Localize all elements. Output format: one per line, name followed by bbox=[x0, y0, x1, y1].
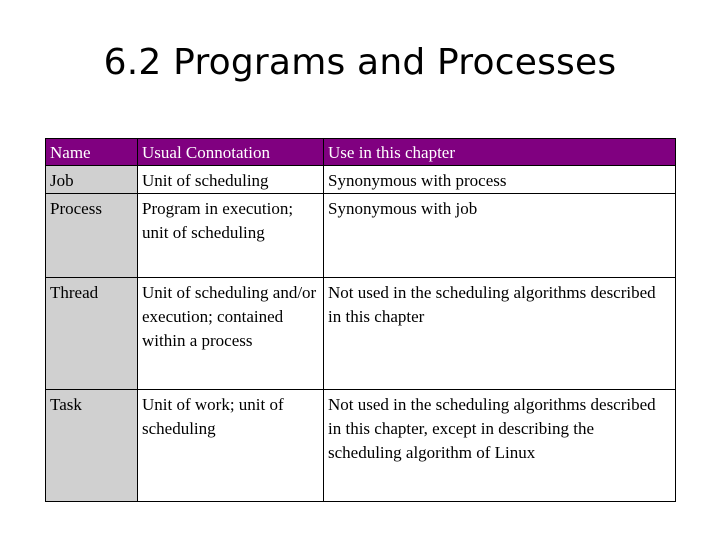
header-usual-connotation: Usual Connotation bbox=[138, 139, 324, 166]
cell-connotation: Program in execution; unit of scheduling bbox=[138, 194, 324, 278]
cell-usage: Synonymous with process bbox=[324, 166, 676, 194]
table-header-row bbox=[46, 139, 676, 166]
cell-usage: Not used in the scheduling algorithms described in this chapter bbox=[324, 278, 676, 390]
cell-connotation: Unit of work; unit of scheduling bbox=[138, 390, 324, 502]
cell-connotation: Unit of scheduling and/or execution; contained within a process bbox=[138, 278, 324, 390]
cell-name: Job bbox=[46, 166, 138, 194]
cell-connotation: Unit of scheduling bbox=[138, 166, 324, 194]
table-row bbox=[46, 278, 676, 390]
header-name: Name bbox=[46, 139, 138, 166]
header-use-in-chapter: Use in this chapter bbox=[324, 139, 676, 166]
terms-table bbox=[45, 138, 676, 502]
table-row bbox=[46, 390, 676, 502]
cell-name: Process bbox=[46, 194, 138, 278]
cell-name: Task bbox=[46, 390, 138, 502]
cell-name: Thread bbox=[46, 278, 138, 390]
table-row bbox=[46, 166, 676, 194]
cell-usage: Not used in the scheduling algorithms described in this chapter, except in describing the scheduling algorithm of Linux bbox=[324, 390, 676, 502]
cell-usage: Synonymous with job bbox=[324, 194, 676, 278]
table-row bbox=[46, 194, 676, 278]
slide-title: 6.2 Programs and Processes bbox=[103, 42, 617, 83]
